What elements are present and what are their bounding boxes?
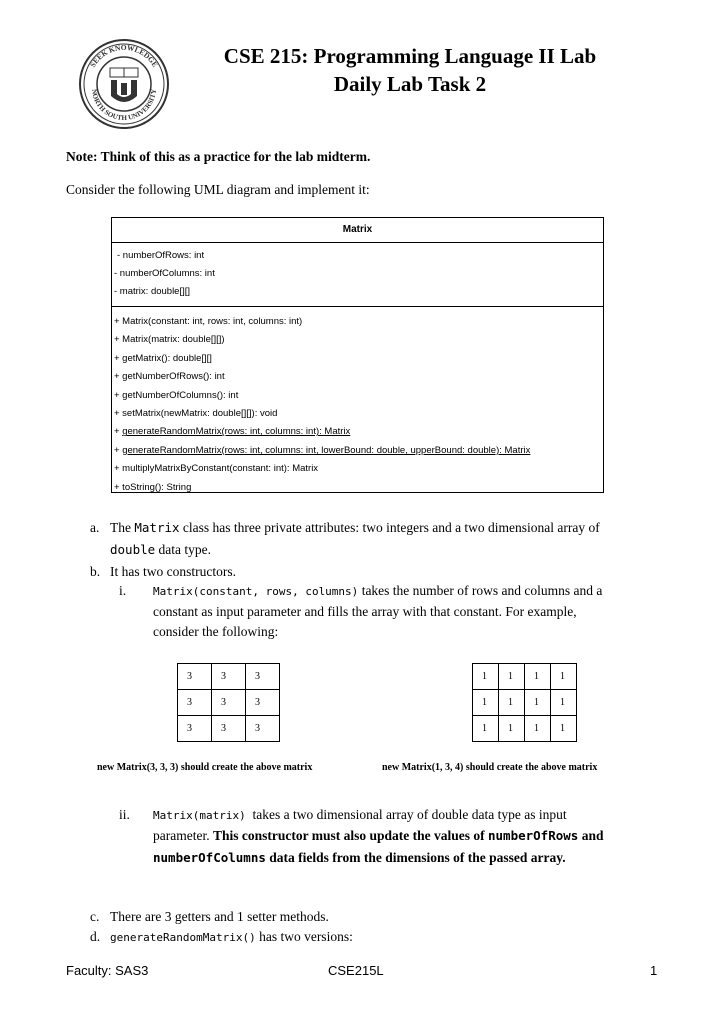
matrix-cell: 1	[473, 664, 499, 690]
uml-methods	[112, 307, 603, 497]
uml-class-diagram	[111, 217, 604, 493]
matrix-cell: 1	[525, 664, 551, 690]
item-b-i-line1	[153, 580, 663, 602]
matrix-cell: 3	[212, 690, 246, 716]
svg-text:SEEK KNOWLEDGE: SEEK KNOWLEDGE	[88, 42, 160, 69]
north-south-university-seal-icon	[78, 38, 170, 130]
uml-method: + toString(): String	[114, 481, 192, 493]
bold-text: This constructor must also update the values of	[212, 828, 488, 843]
matrix-cell: 3	[178, 716, 212, 742]
matrix-cell: 1	[473, 716, 499, 742]
matrix-cell: 1	[551, 690, 577, 716]
intro-text: Consider the following UML diagram and implement it:	[66, 182, 370, 197]
item-b-ii-marker: ii.	[119, 807, 130, 822]
note-text: Note: Think of this as a practice for the lab midterm.	[66, 149, 371, 164]
uml-attribute: - matrix: double[][]	[114, 286, 191, 297]
text: parameter.	[153, 828, 213, 843]
matrix-cell: 1	[499, 716, 525, 742]
footer-page-number: 1	[650, 963, 658, 978]
text: takes a two dimensional array of double data type as input	[245, 807, 567, 822]
text: class has three private attributes: two integers and a two dimensional array of	[179, 520, 600, 535]
matrix-row	[178, 716, 280, 742]
text: has two versions:	[255, 929, 353, 944]
item-a-marker: a.	[90, 520, 100, 535]
matrix-row	[178, 690, 280, 716]
item-d-text	[110, 926, 353, 948]
example-caption-1: new Matrix(3, 3, 3) should create the above matrix	[97, 762, 313, 773]
matrix-cell: 1	[525, 716, 551, 742]
item-c-text: There are 3 getters and 1 setter methods.	[110, 909, 329, 924]
item-b-ii-line3	[153, 847, 566, 868]
uml-attribute: - numberOfRows: int	[117, 250, 205, 261]
uml-method: + Matrix(matrix: double[][])	[114, 334, 225, 346]
page-title: CSE 215: Programming Language II Lab	[223, 44, 597, 68]
method-prefix: +	[114, 444, 123, 456]
bold-text: and	[578, 828, 604, 843]
code-constructor-1: Matrix(constant, rows, columns)	[153, 585, 359, 598]
matrix-cell: 3	[246, 716, 280, 742]
code-double: double	[110, 542, 156, 557]
matrix-cell: 1	[525, 690, 551, 716]
item-b-ii-line1	[153, 804, 663, 826]
uml-method: + Matrix(constant: int, rows: int, columns: int)	[114, 316, 303, 327]
matrix-cell: 3	[246, 690, 280, 716]
method-signature: generateRandomMatrix(rows: int, columns: int, lowerBound: double, upperBound: double): Matrix	[122, 444, 531, 456]
item-b-ii-line2	[153, 825, 663, 846]
item-c-marker: c.	[90, 909, 100, 924]
matrix-cell: 3	[178, 690, 212, 716]
item-b-i-marker: i.	[119, 583, 127, 598]
text: data type.	[155, 542, 212, 557]
uml-attribute: - numberOfColumns: int	[114, 268, 215, 279]
bold-text: data fields from the dimensions of the passed array.	[265, 850, 566, 865]
matrix-cell: 3	[178, 664, 212, 690]
matrix-row	[473, 664, 577, 690]
item-a-line1	[110, 517, 660, 538]
example-matrix-1	[177, 663, 280, 742]
method-prefix: +	[114, 426, 123, 438]
matrix-cell: 1	[473, 690, 499, 716]
matrix-cell: 1	[551, 716, 577, 742]
matrix-row	[473, 690, 577, 716]
page-subtitle: Daily Lab Task 2	[333, 72, 487, 96]
text: takes the number of rows and columns and a	[358, 583, 603, 598]
code-constructor-2: Matrix(matrix)	[153, 809, 246, 822]
uml-method: + getMatrix(): double[][]	[114, 352, 212, 364]
matrix-cell: 1	[551, 664, 577, 690]
example-matrix-2	[472, 663, 577, 742]
footer-course: CSE215L	[328, 963, 384, 978]
uml-method: + setMatrix(newMatrix: double[][]): void	[114, 407, 278, 419]
uml-method-static	[112, 423, 603, 441]
uml-method-static	[112, 442, 603, 460]
code-generate-random-matrix: generateRandomMatrix()	[110, 931, 256, 944]
university-logo	[78, 38, 170, 130]
code-number-of-rows: numberOfRows	[488, 828, 579, 843]
example-caption-2: new Matrix(1, 3, 4) should create the above matrix	[382, 762, 598, 773]
footer-faculty: Faculty: SAS3	[66, 963, 149, 978]
item-b-i-line3: consider the following:	[153, 624, 279, 639]
text: The	[110, 520, 135, 535]
item-b-marker: b.	[90, 564, 101, 579]
item-b-text: It has two constructors.	[110, 564, 236, 579]
matrix-cell: 3	[212, 664, 246, 690]
matrix-cell: 1	[499, 664, 525, 690]
matrix-row	[178, 664, 280, 690]
uml-method: + getNumberOfColumns(): int	[114, 389, 239, 401]
method-signature: generateRandomMatrix(rows: int, columns: int): Matrix	[122, 426, 351, 438]
code-number-of-columns: numberOfColumns	[153, 850, 266, 865]
matrix-cell: 3	[246, 664, 280, 690]
svg-text:NORTH SOUTH UNIVERSITY: NORTH SOUTH UNIVERSITY	[89, 88, 159, 123]
item-a-line2	[110, 539, 211, 560]
matrix-row	[473, 716, 577, 742]
uml-method: + getNumberOfRows(): int	[114, 371, 225, 383]
item-d-marker: d.	[90, 929, 101, 944]
matrix-cell: 3	[212, 716, 246, 742]
matrix-cell: 1	[499, 690, 525, 716]
uml-attributes	[112, 243, 603, 307]
uml-method: + multiplyMatrixByConstant(constant: int): Matrix	[114, 463, 319, 475]
uml-class-name: Matrix	[112, 218, 603, 243]
item-b-i-line2: constant as input parameter and fills the array with that constant. For example,	[153, 604, 577, 619]
code-matrix: Matrix	[134, 520, 180, 535]
